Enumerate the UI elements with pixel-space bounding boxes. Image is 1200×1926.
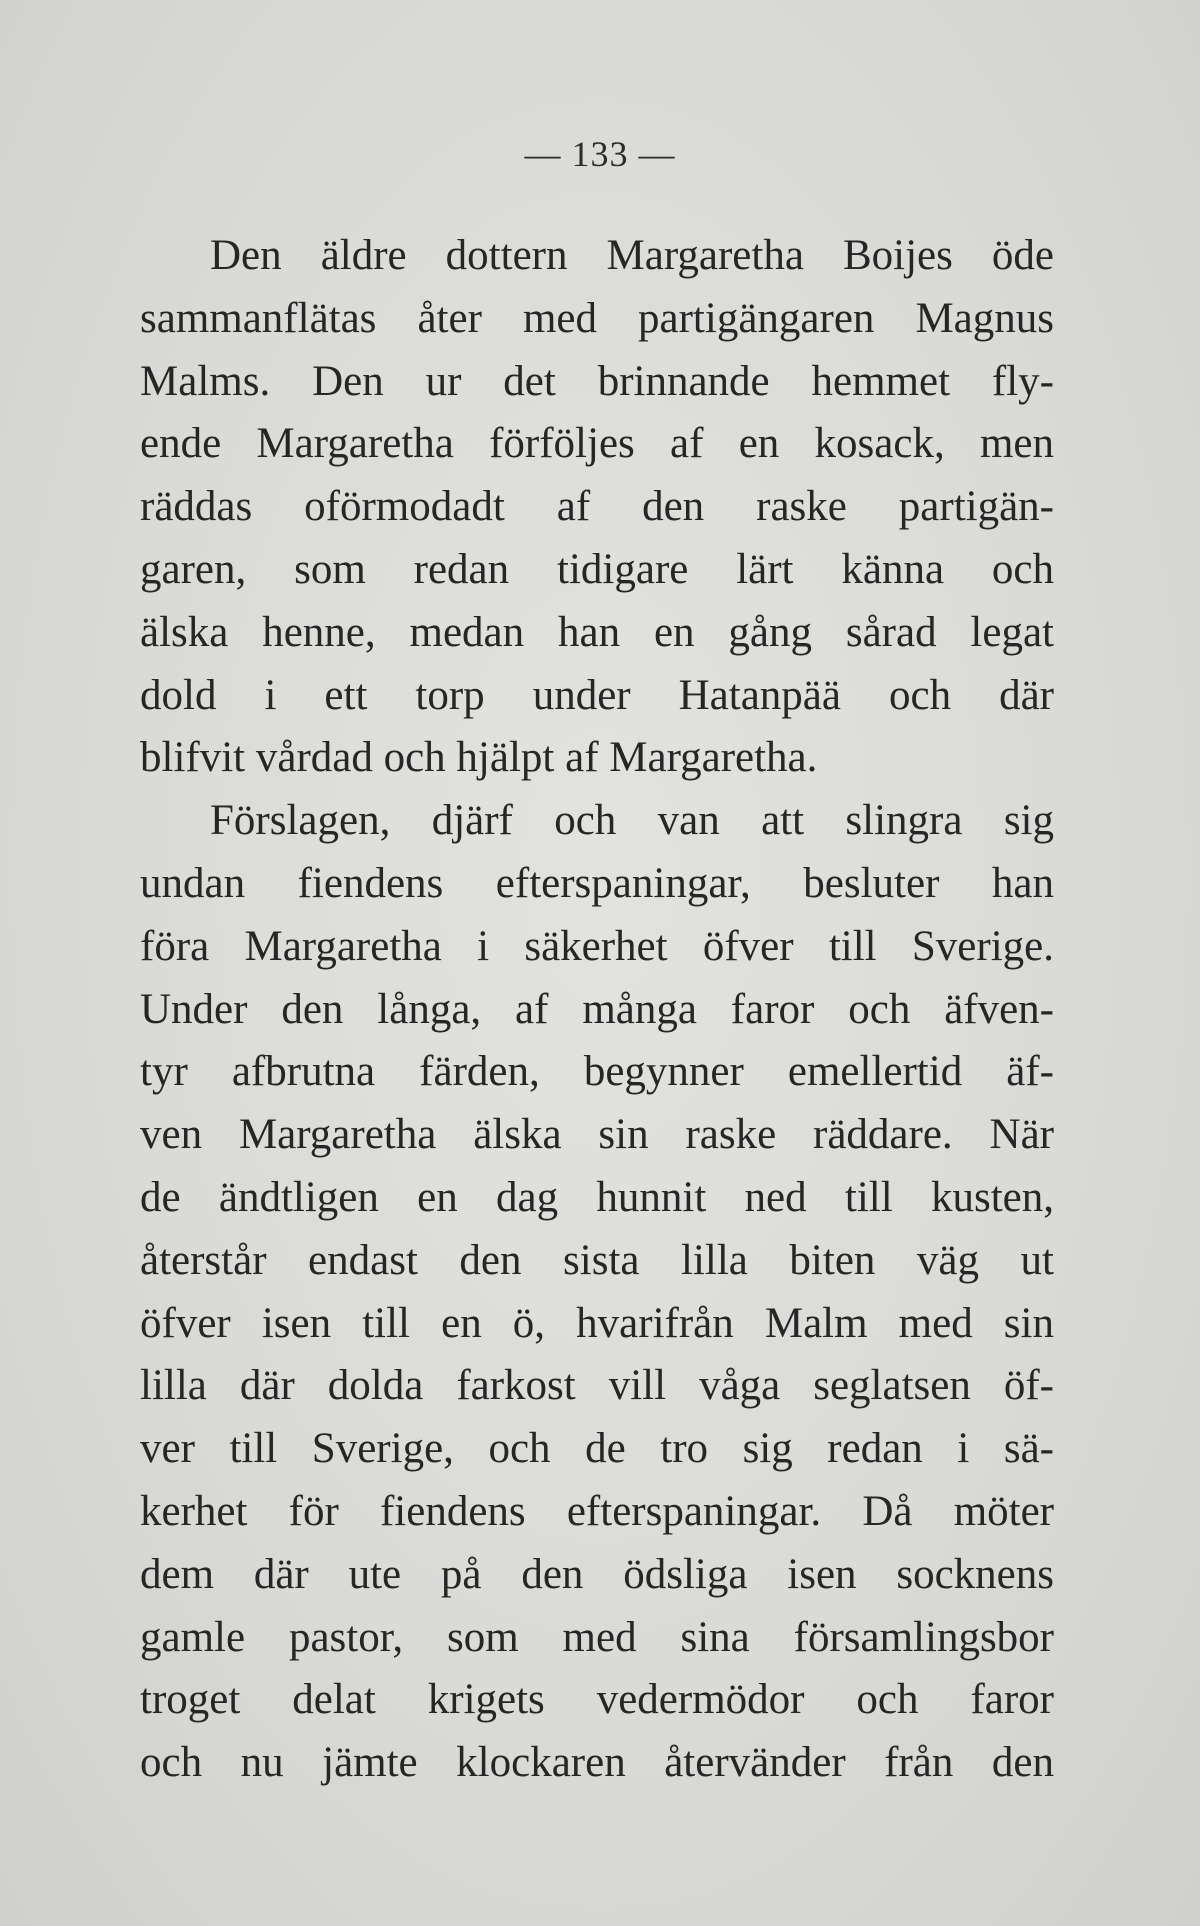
- text-line: älska henne, medan han en gång sårad legat: [140, 608, 1054, 656]
- text-line: blifvit vårdad och hjälpt af Margaretha.: [140, 734, 818, 782]
- text-line: ven Margaretha älska sin raske räddare. När: [140, 1111, 1054, 1159]
- text-line: lilla där dolda farkost vill våga seglatsen öf-: [140, 1362, 1054, 1410]
- body-text: [140, 225, 1054, 1795]
- text-line: troget delat krigets vedermödor och faror: [140, 1676, 1054, 1724]
- text-line: undan fiendens efterspaningar, besluter han: [140, 859, 1054, 907]
- text-line: dold i ett torp under Hatanpää och där: [140, 671, 1054, 719]
- text-line: ver till Sverige, och de tro sig redan i sä-: [140, 1425, 1054, 1473]
- text-line: öfver isen till en ö, hvarifrån Malm med sin: [140, 1299, 1054, 1347]
- text-line: Malms. Den ur det brinnande hemmet fly-: [140, 357, 1054, 405]
- text-line: återstår endast den sista lilla biten väg ut: [140, 1236, 1054, 1284]
- text-line: kerhet för fiendens efterspaningar. Då möter: [140, 1487, 1054, 1535]
- text-line: sammanflätas åter med partigängaren Magnus: [140, 294, 1054, 342]
- text-line: garen, som redan tidigare lärt känna och: [140, 545, 1054, 593]
- text-line: och nu jämte klockaren återvänder från den: [140, 1739, 1054, 1787]
- text-line: gamle pastor, som med sina församlingsbor: [140, 1613, 1054, 1661]
- text-line: dem där ute på den ödsliga isen socknens: [140, 1550, 1054, 1598]
- text-line: föra Margaretha i säkerhet öfver till Sverige.: [140, 922, 1054, 970]
- text-line: tyr afbrutna färden, begynner emellertid äf-: [140, 1048, 1054, 1096]
- text-line: ende Margaretha förföljes af en kosack, men: [140, 420, 1054, 468]
- text-line: Den äldre dottern Margaretha Boijes öde: [210, 232, 1054, 279]
- text-line: Under den långa, af många faror och äfven-: [140, 985, 1054, 1033]
- text-line: räddas oförmodadt af den raske partigän-: [140, 483, 1054, 531]
- page-number: — 133 —: [524, 134, 676, 174]
- text-line: Förslagen, djärf och van att slingra sig: [210, 797, 1054, 845]
- text-line: de ändtligen en dag hunnit ned till kusten,: [140, 1173, 1054, 1221]
